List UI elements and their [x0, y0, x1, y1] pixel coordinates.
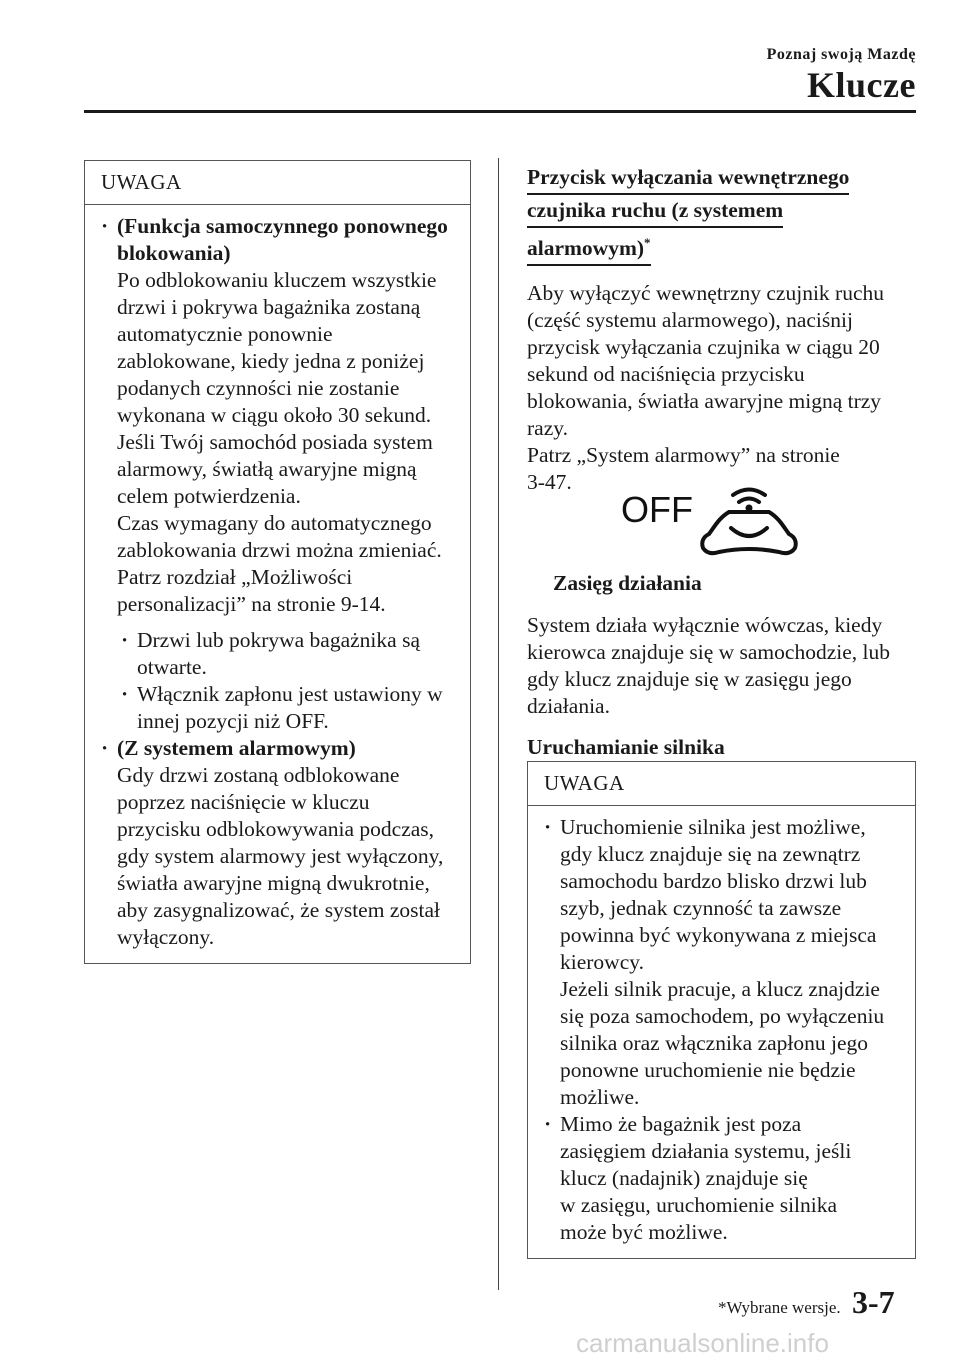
optional-equipment-footnote: *Wybrane wersje.: [718, 1298, 841, 1317]
page-number: 3-7: [852, 1284, 895, 1320]
text-line: możliwe.: [560, 1085, 640, 1109]
text-line: szyb, jednak czynność ta zawsze: [560, 896, 842, 920]
text-line: w zasięgu, uruchomienie silnika: [560, 1193, 838, 1217]
icon-off-text: OFF: [621, 489, 693, 531]
text-line: podanych czynności nie zostanie: [117, 376, 400, 400]
note-item-text: [117, 267, 456, 618]
intrusion-sensor-text: [527, 280, 917, 496]
text-line: Po odblokowaniu kluczem wszystkie: [117, 268, 437, 292]
text-line: zasięgiem działania systemu, jeśli: [560, 1139, 852, 1163]
text-line: klucz (nadajnik) znajduje się: [560, 1166, 808, 1190]
text-line: kierowca znajduje się w samochodzie, lub: [527, 640, 890, 665]
text-line: · Uruchomienie silnika jest możliwe,: [560, 815, 866, 839]
text-line: ponowne uruchomienie nie będzie: [560, 1058, 856, 1082]
text-line: 3-47.: [527, 470, 572, 495]
text-line: się poza samochodem, po wyłączeniu: [560, 1004, 885, 1028]
text-line: silnika oraz włącznika zapłonu jego: [560, 1031, 869, 1055]
note-item-alarm: [101, 735, 456, 951]
left-note-body: [85, 205, 470, 963]
text-line: światła awaryjne migną dwukrotnie,: [117, 871, 430, 895]
text-line: zablokowania drzwi można zmieniać.: [117, 538, 442, 562]
column-divider: [498, 158, 499, 1290]
note-item-engine-start: [544, 814, 901, 1111]
text-line: wyłączony.: [117, 925, 215, 949]
text-line: gdy system alarmowy jest wyłączony,: [117, 844, 444, 868]
text-line: przycisk wyłączania czujnika w ciągu 20: [527, 335, 880, 360]
intrusion-sensor-section-title: [527, 162, 917, 266]
title-line: czujnika ruchu (z systemem: [527, 195, 783, 228]
note-item-heading: · (Z systemem alarmowym): [117, 736, 356, 760]
text-line: Gdy drzwi zostaną odblokowane: [117, 763, 400, 787]
title-line: alarmowym): [527, 236, 645, 261]
range-heading: Zasięg działania: [553, 571, 702, 596]
text-line: sekund od naciśnięcia przycisku: [527, 362, 805, 387]
text-line: Aby wyłączyć wewnętrzny czujnik ruchu: [527, 281, 884, 306]
text-line: Czas wymagany do automatycznego: [117, 511, 432, 535]
right-note-title: UWAGA: [528, 762, 915, 806]
text-line: może być możliwe.: [560, 1220, 728, 1244]
note-item-auto-relock: [101, 213, 456, 618]
section-title: Poznaj swoją Mazdę: [766, 46, 916, 63]
text-line: Jeśli Twój samochód posiada system: [117, 430, 433, 454]
watermark: carmanualsonline.info: [576, 1328, 829, 1358]
text-line: · Mimo że bagażnik jest poza: [560, 1112, 802, 1136]
left-note-box: [84, 160, 471, 964]
text-line: powinna być wykonywana z miejsca: [560, 923, 877, 947]
text-line: automatycznie ponownie: [117, 322, 333, 346]
text-line: System działa wyłącznie wówczas, kiedy: [527, 613, 883, 638]
text-line: drzwi i pokrywa bagażnika zostaną: [117, 295, 421, 319]
optional-equipment-mark: *: [644, 235, 651, 250]
note-item-trunk: [544, 1111, 901, 1246]
text-line: Patrz rozdział „Możliwości: [117, 565, 353, 589]
header-rule: [84, 110, 916, 113]
text-line: blokowania, światła awaryjne migną trzy: [527, 389, 882, 414]
sensor-off-icon-graphic: [619, 482, 809, 562]
text-line: samochodu bardzo blisko drzwi lub: [560, 869, 867, 893]
left-note-title: UWAGA: [85, 161, 470, 205]
text-line: aby zasygnalizować, że system został: [117, 898, 440, 922]
right-note-body: [528, 806, 915, 1258]
title-line: Przycisk wyłączania wewnętrznego: [527, 162, 849, 195]
text-line: (część systemu alarmowego), naciśnij: [527, 308, 853, 333]
chapter-title: Klucze: [807, 65, 916, 105]
note-item-heading: · (Funkcja samoczynnego ponownego blokowania): [117, 214, 448, 265]
text-line: zablokowane, kiedy jedna z poniżej: [117, 349, 425, 373]
title-line: Uruchamianie silnika: [527, 732, 725, 765]
text-line: przycisku odblokowywania podczas,: [117, 817, 435, 841]
text-line: alarmowy, światłą awaryjne migną: [117, 457, 417, 481]
text-line: poprzez naciśnięcie w kluczu: [117, 790, 370, 814]
text-line: kierowcy.: [560, 950, 644, 974]
text-line: gdy klucz znajduje się w zasięgu jego: [527, 667, 852, 692]
text-line: celem potwierdzenia.: [117, 484, 301, 508]
range-text: [527, 612, 917, 720]
right-note-box: [527, 761, 916, 1259]
note-subitem-ignition: · Włącznik zapłonu jest ustawiony w innej pozycji niż OFF.: [117, 681, 456, 735]
text-line: działania.: [527, 694, 610, 719]
text-line: Patrz „System alarmowy” na stronie: [527, 443, 840, 468]
text-line: Jeżeli silnik pracuje, a klucz znajdzie: [560, 977, 880, 1001]
right-column: [527, 162, 917, 765]
note-item-text: [117, 762, 456, 951]
note-subitem-door-open: · Drzwi lub pokrywa bagażnika są otwarte.: [117, 627, 456, 681]
intrusion-sensor-off-icon: [527, 482, 917, 562]
text-line: razy.: [527, 416, 568, 441]
text-line: wykonana w ciągu około 30 sekund.: [117, 403, 432, 427]
text-line: gdy klucz znajduje się na zewnątrz: [560, 842, 861, 866]
text-line: personalizacji” na stronie 9-14.: [117, 592, 386, 616]
